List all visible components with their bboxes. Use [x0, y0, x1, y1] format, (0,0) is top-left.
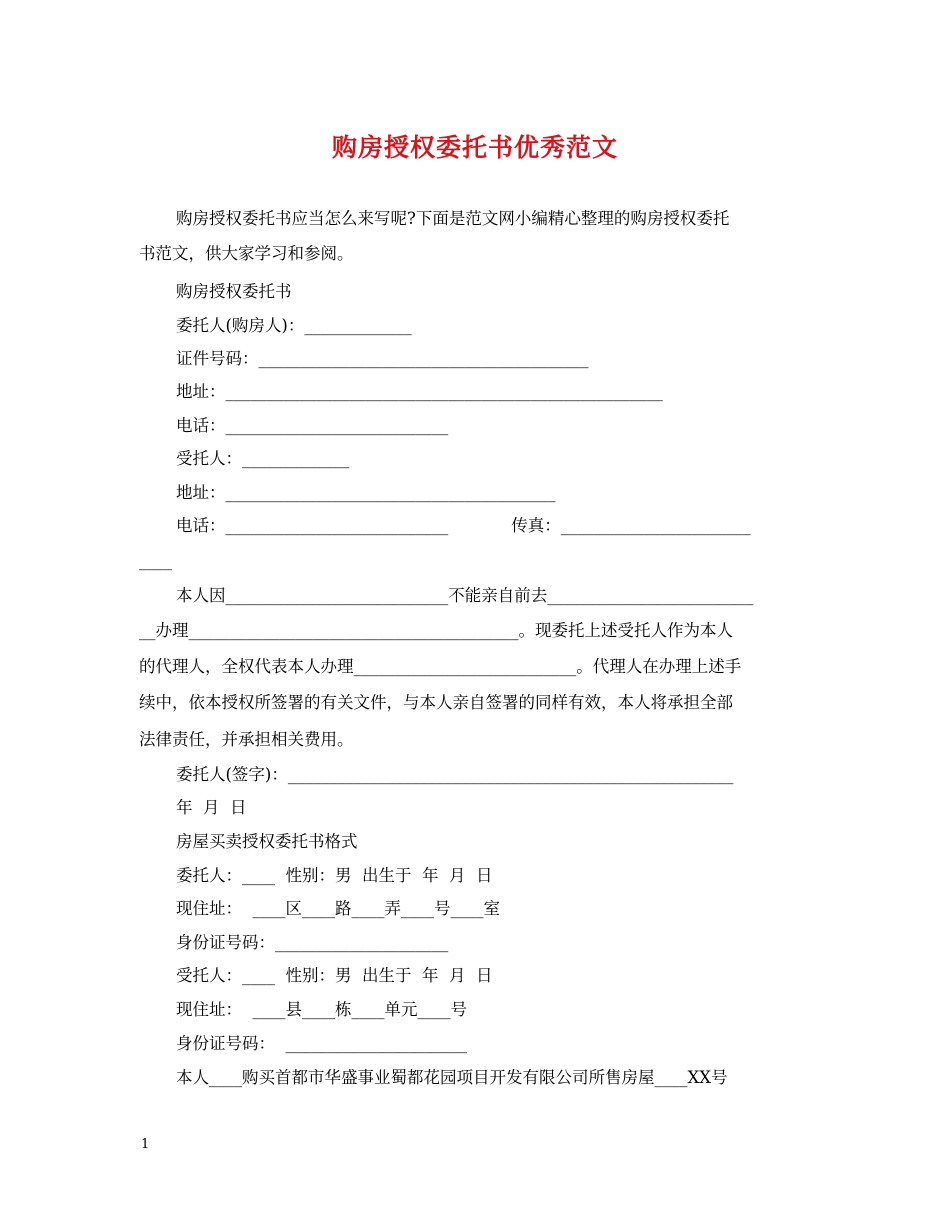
field-phone: 电话：___________________________ [176, 416, 449, 435]
body-line-3: 的代理人，全权代表本人办理___________________________。代理人在办理上述手 [139, 657, 742, 676]
field-id-number: 证件号码：________________________________________ [176, 349, 589, 368]
date-line: 年 月 日 [176, 798, 247, 817]
field-principal: 委托人(购房人)：_____________ [176, 316, 412, 335]
format-principal-id: 身份证号码：_____________________ [176, 933, 449, 952]
format-agent: 受托人：____ 性别：男 出生于 年 月 日 [176, 966, 493, 985]
format-agent-id: 身份证号码： ______________________ [176, 1034, 467, 1053]
format-principal: 委托人：____ 性别：男 出生于 年 月 日 [176, 866, 493, 885]
page-number: 1 [141, 1137, 150, 1152]
signature-line: 委托人(签字)：______________________________________________________ [176, 765, 734, 784]
field-agent: 受托人：_____________ [176, 449, 350, 468]
format-body-line: 本人____购买首都市华盛事业蜀都花园项目开发有限公司所售房屋____XX号 [176, 1068, 728, 1087]
field-agent-address: 地址：________________________________________ [176, 483, 556, 502]
field-fax-continued: ____ [139, 551, 172, 570]
intro-line-1: 购房授权委托书应当怎么来写呢?下面是范文网小编精心整理的购房授权委托 [176, 209, 730, 228]
field-address: 地址：_____________________________________________________ [176, 382, 663, 401]
format-agent-address: 现住址： ____县____栋____单元____号 [176, 1000, 467, 1019]
format-principal-address: 现住址： ____区____路____弄____号____室 [176, 899, 500, 918]
body-line-1: 本人因___________________________不能亲自前去_________________________ [176, 586, 754, 605]
section-heading-purchase: 购房授权委托书 [176, 282, 292, 301]
section-heading-format: 房屋买卖授权委托书格式 [176, 832, 358, 851]
field-agent-phone-fax: 电话：___________________________ 传真：_______________________ [176, 516, 751, 535]
document-title: 购房授权委托书优秀范文 [331, 133, 618, 162]
intro-line-2: 书范文，供大家学习和参阅。 [139, 244, 354, 263]
body-line-4: 续中，依本授权所签署的有关文件，与本人亲自签署的同样有效，本人将承担全部 [139, 693, 733, 712]
body-line-2: __办理________________________________________。现委托上述受托人作为本人 [139, 621, 733, 640]
body-line-5: 法律责任，并承担相关费用。 [139, 730, 354, 749]
